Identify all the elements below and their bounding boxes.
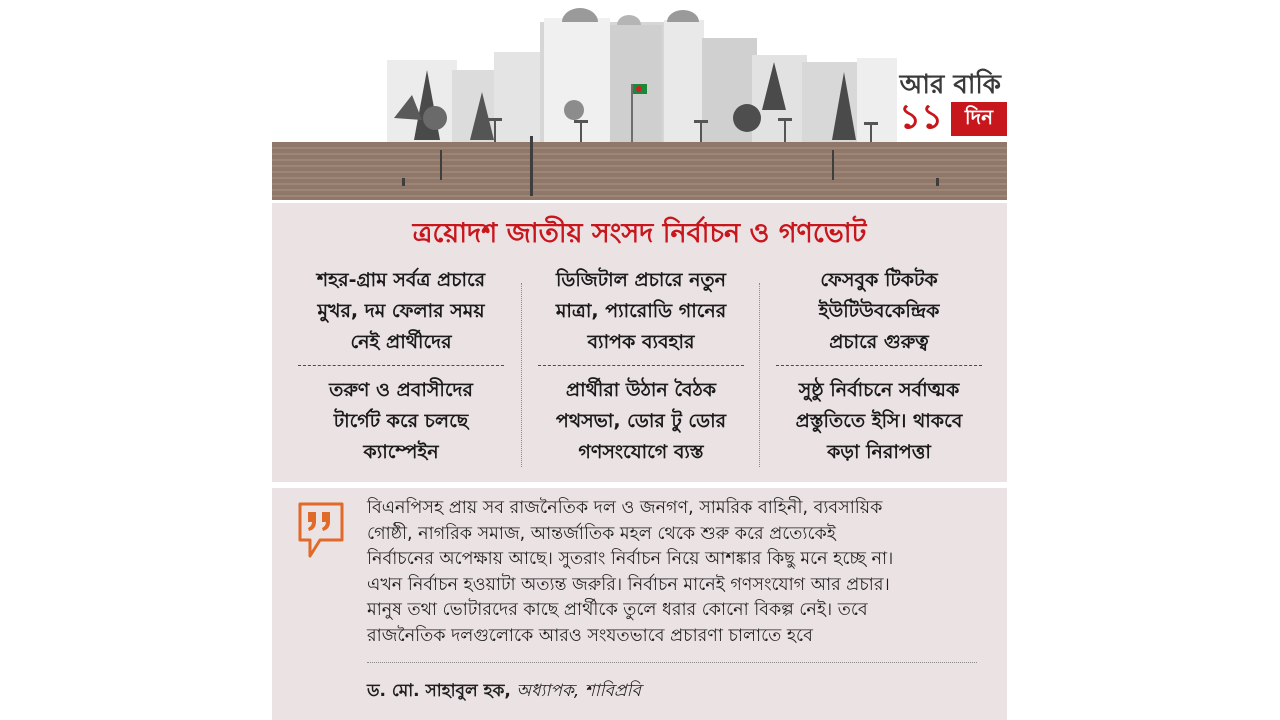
- headline-column: [772, 265, 986, 470]
- column-divider: [521, 283, 522, 467]
- headline-column: [534, 265, 748, 470]
- column-divider: [759, 283, 760, 467]
- infographic-card: [272, 0, 1007, 720]
- headline-item: ফেসবুক টিকটক ইউটিউবকেন্দ্রিক প্রচারে গুরুত্ব: [818, 269, 940, 353]
- quote-line: বিএনপিসহ প্রায় সব রাজনৈতিক দল ও জনগণ, সামরিক বাহিনী, ব্যবসায়িক: [367, 498, 883, 518]
- quote-line: নির্বাচনের অপেক্ষায় আছে। সুতরাং নির্বাচন নিয়ে আশঙ্কার কিছু মনে হচ্ছে না।: [367, 549, 894, 569]
- headline-item: শহর-গ্রাম সর্বত্র প্রচারে মুখর, দম ফেলার সময় নেই প্রার্থীদের: [316, 269, 486, 353]
- quote-text: [367, 496, 982, 649]
- author-name: ড. মো. সাহাবুল হক,: [367, 681, 511, 701]
- quote-line: এখন নির্বাচন হওয়াটা অত্যন্ত জরুরি। নির্বাচন মানেই গণসংযোগ আর প্রচার।: [367, 574, 890, 595]
- quote-panel: [272, 488, 1007, 720]
- parliament-banner: [272, 0, 1007, 200]
- countdown-box: [895, 62, 1007, 140]
- countdown-label: আর বাকি: [899, 70, 1001, 100]
- headlines-panel: [272, 203, 1007, 482]
- quote-divider: [367, 662, 977, 663]
- quote-author: [367, 678, 641, 706]
- headline-divider: [776, 365, 982, 366]
- author-role: অধ্যাপক, শাবিপ্রবি: [516, 681, 641, 701]
- headline-divider: [298, 365, 504, 366]
- quote-line: রাজনৈতিক দলগুলোকে আরও সংযতভাবে প্রচারণা চালাতে হবে: [367, 625, 813, 646]
- quote-line: মানুষ তথা ভোটারদের কাছে প্রার্থীকে তুলে ধরার কোনো বিকল্প নেই। তবে: [367, 600, 868, 620]
- panel-title: ত্রয়োদশ জাতীয় সংসদ নির্বাচন ও গণভোট: [412, 218, 867, 249]
- headline-item: ডিজিটাল প্রচারে নতুন মাত্রা, প্যারোডি গানের ব্যাপক ব্যবহার: [555, 269, 727, 353]
- headline-item: তরুণ ও প্রবাসীদের টার্গেট করে চলছে ক্যাম্পেইন: [329, 379, 473, 463]
- countdown-number: ১১: [899, 97, 944, 137]
- countdown-unit: দিন: [951, 102, 1007, 136]
- headline-divider: [538, 365, 744, 366]
- quote-line: গোষ্ঠী, নাগরিক সমাজ, আন্তর্জাতিক মহল থেকে শুরু করে প্রত্যেকেই: [367, 523, 836, 544]
- quote-speech-bubble-icon: [296, 500, 346, 566]
- headline-item: সুষ্ঠু নির্বাচনে সর্বাত্মক প্রস্তুতিতে ইসি। থাকবে কড়া নিরাপত্তা: [795, 379, 963, 463]
- headline-item: প্রার্থীরা উঠান বৈঠক পথসভা, ডোর টু ডোর গণসংযোগে ব্যস্ত: [555, 379, 727, 463]
- headline-column: [294, 265, 508, 470]
- headlines-grid: [294, 265, 987, 470]
